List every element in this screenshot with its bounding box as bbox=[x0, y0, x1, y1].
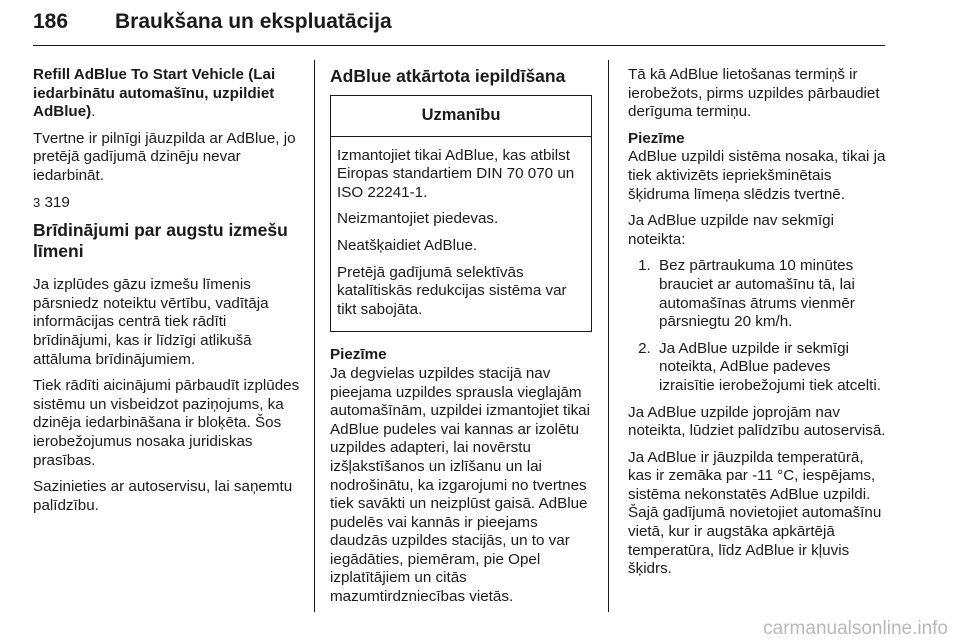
caution-paragraph-4: Pretējā gadījumā selektīvās katalītiskās redukcijas sistēma var tikt sabojāta. bbox=[337, 263, 567, 318]
adblue-refill-heading: AdBlue atkārtota iepildīšana bbox=[330, 66, 566, 86]
page-number: 186 bbox=[33, 10, 69, 33]
note-text: AdBlue uzpildi sistēma nosaka, tikai ja tiek aktivizēts iepriekšminētais šķidruma līmeņa slēdzis tvertnē. bbox=[628, 148, 886, 203]
caution-box bbox=[330, 95, 592, 332]
note-label: Piezīme bbox=[330, 346, 387, 364]
expiry-paragraph: Tā kā AdBlue lietošanas termiņš ir ierobežots, pirms uzpildes pārbaudiet derīguma termiņu. bbox=[628, 66, 880, 121]
caution-paragraph-2: Neizmantojiet piedevas. bbox=[337, 210, 499, 228]
warnings-paragraph-2: Tiek rādīti aicinājumi pārbaudīt izplūdes sistēmu un visbeidzot paziņojums, ka dzinēja iedarbināšana ir bloķēta. Šos ierobežojumus nosaka juridiskas prasības. bbox=[33, 377, 300, 469]
warnings-heading: Brīdinājumi par augstu izmešu līmeni bbox=[33, 220, 288, 262]
caution-title: Uzmanību bbox=[331, 96, 591, 137]
watermark: carmanualsonline.info bbox=[763, 618, 948, 639]
low-temperature-paragraph: Ja AdBlue ir jāuzpilda temperatūrā, kas ir zemāka par -11 °C, iespējams, sistēma nekonstatēs AdBlue uzpildi. Šajā gadījumā novietojiet automašīnu vietā, kur ir augstāka apkārtējā temperatūra, līdz AdBlue ir kļuvis šķidrs. bbox=[628, 448, 882, 578]
list-item: 1. Bez pārtraukuma 10 minūtes brauciet ar automašīnu tā, lai automašīnas ātrums vienmēr pārsniegtu 20 km/h. bbox=[655, 257, 888, 331]
warnings-paragraph-1: Ja izplūdes gāzu izmešu līmenis pārsniedz noteiktu vērtību, vadītāja informācijas centrā tiek rādīti brīdinājumi, kas ir līdzīgi atlikušā attāluma brīdinājumiem. bbox=[33, 276, 269, 368]
refill-heading-period: . bbox=[91, 103, 96, 121]
column-divider-2 bbox=[608, 60, 609, 612]
refill-text: Tvertne ir pilnīgi jāuzpilda ar AdBlue, jo pretējā gadījumā dzinēju nevar iedarbināt. bbox=[33, 129, 296, 184]
caution-paragraph-1: Izmantojiet tikai AdBlue, kas atbilst Eiropas standartiem DIN 70 070 un ISO 22241-1. bbox=[337, 146, 575, 201]
cross-reference-page: 319 bbox=[44, 193, 70, 211]
refill-heading: Refill AdBlue To Start Vehicle (Lai iedarbinātu automašīnu, uzpildiet AdBlue) bbox=[33, 66, 276, 121]
refill-paragraph-heading bbox=[33, 66, 301, 122]
cross-reference[interactable] bbox=[33, 194, 301, 213]
header-rule bbox=[33, 45, 885, 46]
column-middle bbox=[330, 66, 592, 615]
column-divider-1 bbox=[314, 60, 315, 612]
caution-body bbox=[331, 137, 591, 332]
caution-paragraph-3: Neatšķaidiet AdBlue. bbox=[337, 236, 478, 254]
steps-list bbox=[628, 257, 888, 395]
still-not-detected-paragraph: Ja AdBlue uzpilde joprojām nav noteikta, lūdziet palīdzību autoservisā. bbox=[628, 403, 886, 440]
note-label: Piezīme bbox=[628, 129, 685, 147]
column-right bbox=[628, 66, 888, 587]
note-text: Ja degvielas uzpildes stacijā nav pieejama uzpildes sprausla vieglajām automašīnām, uzpildei izmantojiet tikai AdBlue pudeles vai kannas ar izolētu uzpildes adapteri, lai novērstu izšļakstīšanos un izlīšanu un lai nodrošinātu, ka izgarojumi no tvertnes tiek savākti un neizplūst gaisā. AdBlue pudelēs vai kannās ir pieejams daudzās uzpildes stacijās, un to var iegādāties, piemēram, pie Opel izplatītājiem un citās mazumtirdzniecības vietās. bbox=[330, 364, 590, 606]
list-item: 2. Ja AdBlue uzpilde ir sekmīgi noteikta, AdBlue padeves izraisītie ierobežojumi tiek atcelti. bbox=[655, 340, 888, 396]
not-detected-paragraph: Ja AdBlue uzpilde nav sekmīgi noteikta: bbox=[628, 212, 834, 248]
warnings-paragraph-3: Sazinieties ar autoservisu, lai saņemtu palīdzību. bbox=[33, 478, 293, 514]
column-left bbox=[33, 66, 301, 523]
page-header bbox=[33, 6, 885, 46]
chapter-title: Braukšana un ekspluatācija bbox=[115, 10, 392, 33]
cross-reference-arrow-icon: 3 bbox=[33, 194, 41, 210]
